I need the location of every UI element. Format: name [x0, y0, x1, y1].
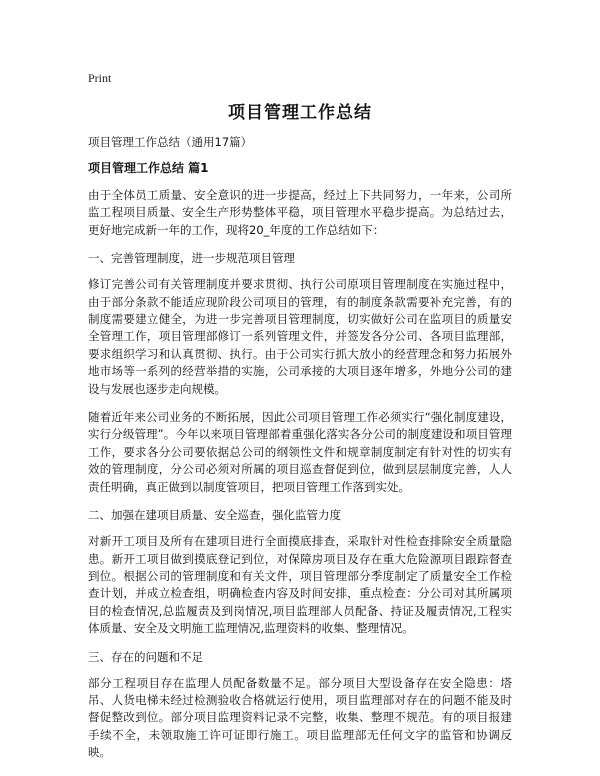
section-title: 项目管理工作总结 篇1 [88, 161, 209, 175]
print-link[interactable]: Print [88, 71, 112, 85]
intro-paragraph: 由于全体员工质量、安全意识的进一步提高，经过上下共同努力，一年来，公司所监工程项目质量、安全生产形势整体平稳，项目管理水平稳步提高。为总结过去，更好地完成新一年的工作，现将20_年度的工作总结如下： [88, 188, 512, 237]
heading-1: 一、完善管理制度，进一步规范项目管理 [88, 251, 295, 266]
paragraph-1: 修订完善公司有关管理制度并要求贯彻、执行公司原项目管理制度在实施过程中，由于部分条款不能适应现阶段公司项目的管理，有的制度条款需要补充完善，有的制度需要建立健全，为进一步完善项目管理制度，切实做好公司在监项目的质量安全管理工作，项目管理部修订一系列管理文件，并签发各分公司、各项目监理部，要求组织学习和认真贯彻、执行。由于公司实行抓大放小的经营理念和努力拓展外地市场等一系列的经营举措的实施，公司承接的大项目逐年增多，外地分公司的建设与发展也逐步走向规模。 [88, 277, 512, 396]
paragraph-3: 对新开工项目及所有在建项目进行全面摸底排查，采取针对性检查排除安全质量隐患。新开工项目做到摸底登记到位，对保障房项目及存在重大危险源项目跟踪督查到位。根据公司的管理制度和有关文件，项目管理部分季度制定了质量安全工作检查计划，并成立检查组，明确检查内容及时间安排，重点检查：分公司对其所属项目的检查情况,总监履责及到岗情况,项目监理部人员配备、持证及履责情况,工程实体质量、安全及文明施工监理情况,监理资料的收集、整理情况。 [88, 534, 512, 636]
heading-3: 三、存在的问题和不足 [88, 649, 203, 664]
document-body [88, 134, 512, 773]
heading-2: 二、加强在建项目质量、安全巡查，强化监管力度 [88, 508, 341, 523]
document-subtitle: 项目管理工作总结（通用17篇） [88, 135, 253, 149]
paragraph-4: 部分工程项目存在监理人员配备数量不足。部分项目大型设备存在安全隐患：塔吊、人货电梯未经过检测验收合格就运行使用，项目监理部对存在的问题不能及时督促整改到位。部分项目监理资料记录不完整，收集、整理不规范。有的项目报建手续不全，未领取施工许可证即行施工。项目监理部无任何文字的监管和协调反映。 [88, 675, 512, 760]
document-title: 项目管理工作总结 [228, 103, 372, 123]
paragraph-2: 随着近年来公司业务的不断拓展，因此公司项目管理工作必须实行“强化制度建设，实行分级管理”。今年以来项目管理部着重强化落实各分公司的制度建设和项目管理工作，要求各分公司要依据总公司的纲领性文件和规章制度制定有针对性的切实有效的管理制度，分公司必须对所属的项目巡查督促到位，做到层层制度完善，人人责任明确，真正做到以制度管项目，把项目管理工作落到实处。 [88, 410, 512, 494]
